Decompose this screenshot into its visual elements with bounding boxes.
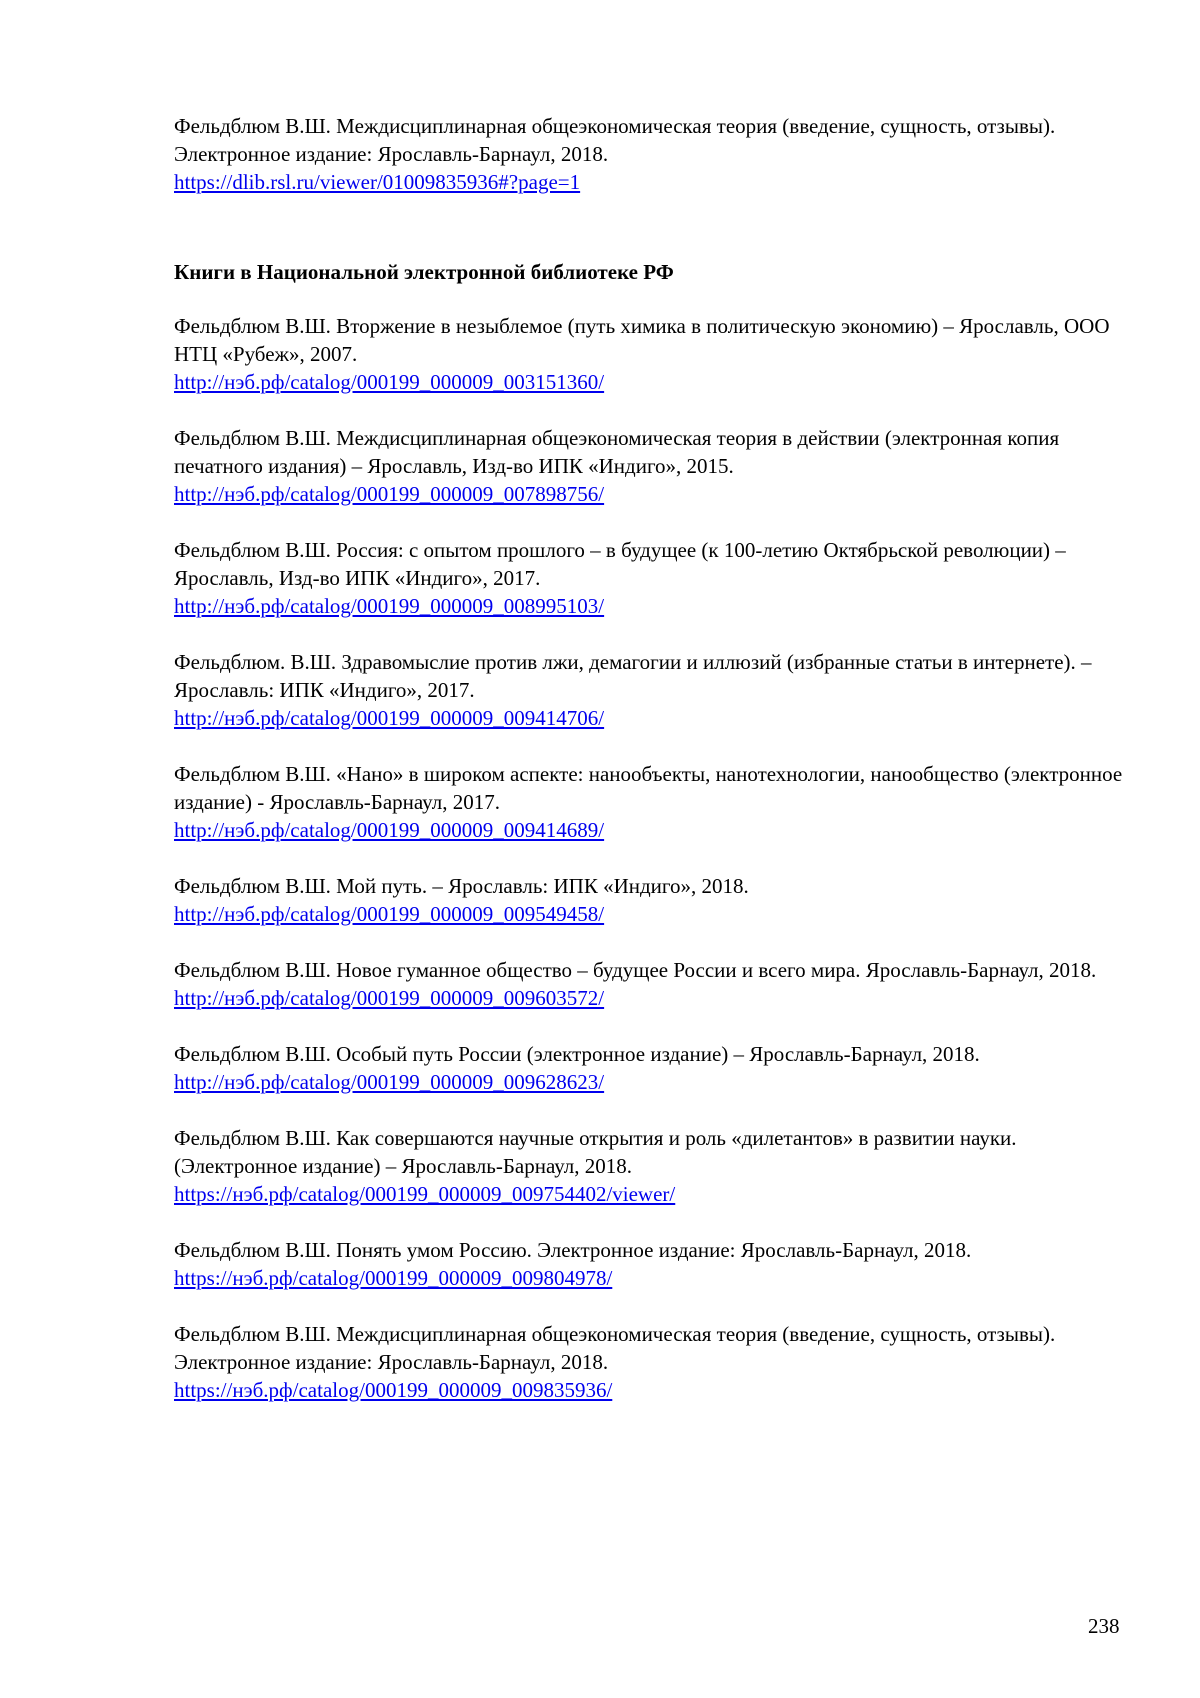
list-item bbox=[174, 312, 1134, 396]
list-item bbox=[174, 424, 1134, 508]
list-item bbox=[174, 1320, 1134, 1404]
document-page bbox=[174, 112, 1134, 1432]
item-text: Фельдблюм В.Ш. Россия: с опытом прошлого – в будущее (к 100-летию Октябрьской революции) – Ярославль, Изд-во ИПК «Индиго», 2017. bbox=[174, 538, 1066, 590]
item-text: Фельдблюм В.Ш. Новое гуманное общество – будущее России и всего мира. Ярославль-Барнаул, 2018. bbox=[174, 958, 1097, 982]
item-text: Фельдблюм В.Ш. Понять умом Россию. Электронное издание: Ярославль-Барнаул, 2018. bbox=[174, 1238, 972, 1262]
list-item bbox=[174, 1040, 1134, 1096]
item-text: Фельдблюм В.Ш. Вторжение в незыблемое (путь химика в политическую экономию) – Ярославль, ООО НТЦ «Рубеж», 2007. bbox=[174, 314, 1110, 366]
item-link[interactable]: https://нэб.рф/catalog/000199_000009_009754402/viewer/ bbox=[174, 1182, 676, 1206]
item-link[interactable]: http://нэб.рф/catalog/000199_000009_009628623/ bbox=[174, 1070, 605, 1094]
list-item bbox=[174, 1124, 1134, 1208]
item-text: Фельдблюм В.Ш. Междисциплинарная общеэкономическая теория (введение, сущность, отзывы). Электронное издание: Ярославль-Барнаул, 2018. bbox=[174, 1322, 1056, 1374]
item-link[interactable]: https://нэб.рф/catalog/000199_000009_009804978/ bbox=[174, 1266, 613, 1290]
intro-entry bbox=[174, 112, 1134, 196]
list-item bbox=[174, 648, 1134, 732]
item-link[interactable]: http://нэб.рф/catalog/000199_000009_009414689/ bbox=[174, 818, 605, 842]
item-link[interactable]: http://нэб.рф/catalog/000199_000009_009414706/ bbox=[174, 706, 605, 730]
list-item bbox=[174, 760, 1134, 844]
item-link[interactable]: http://нэб.рф/catalog/000199_000009_009603572/ bbox=[174, 986, 605, 1010]
page-number: 238 bbox=[1088, 1614, 1120, 1638]
item-link[interactable]: http://нэб.рф/catalog/000199_000009_009549458/ bbox=[174, 902, 605, 926]
item-link[interactable]: http://нэб.рф/catalog/000199_000009_008995103/ bbox=[174, 594, 605, 618]
item-text: Фельдблюм В.Ш. «Нано» в широком аспекте: нанообъекты, нанотехнологии, нанообщество (электронное издание) - Ярославль-Барнаул, 2017. bbox=[174, 762, 1123, 814]
list-item bbox=[174, 1236, 1134, 1292]
item-text: Фельдблюм В.Ш. Мой путь. – Ярославль: ИПК «Индиго», 2018. bbox=[174, 874, 749, 898]
item-text: Фельдблюм В.Ш. Особый путь России (электронное издание) – Ярославль-Барнаул, 2018. bbox=[174, 1042, 980, 1066]
intro-entry-link[interactable]: https://dlib.rsl.ru/viewer/01009835936#?page=1 bbox=[174, 170, 581, 194]
list-item bbox=[174, 536, 1134, 620]
item-link[interactable]: https://нэб.рф/catalog/000199_000009_009835936/ bbox=[174, 1378, 613, 1402]
section-heading: Книги в Национальной электронной библиотеке РФ bbox=[174, 260, 674, 284]
item-link[interactable]: http://нэб.рф/catalog/000199_000009_003151360/ bbox=[174, 370, 605, 394]
list-item bbox=[174, 956, 1134, 1012]
item-text: Фельдблюм. В.Ш. Здравомыслие против лжи, демагогии и иллюзий (избранные статьи в интернете). – Ярославль: ИПК «Индиго», 2017. bbox=[174, 650, 1092, 702]
item-link[interactable]: http://нэб.рф/catalog/000199_000009_007898756/ bbox=[174, 482, 605, 506]
intro-entry-text: Фельдблюм В.Ш. Междисциплинарная общеэкономическая теория (введение, сущность, отзывы). Электронное издание: Ярославль-Барнаул, 2018. bbox=[174, 114, 1056, 166]
list-item bbox=[174, 872, 1134, 928]
item-text: Фельдблюм В.Ш. Междисциплинарная общеэкономическая теория в действии (электронная копия печатного издания) – Ярославль, Изд-во ИПК «Индиго», 2015. bbox=[174, 426, 1060, 478]
item-text: Фельдблюм В.Ш. Как совершаются научные открытия и роль «дилетантов» в развитии науки. (Электронное издание) – Ярославль-Барнаул, 2018. bbox=[174, 1126, 1017, 1178]
